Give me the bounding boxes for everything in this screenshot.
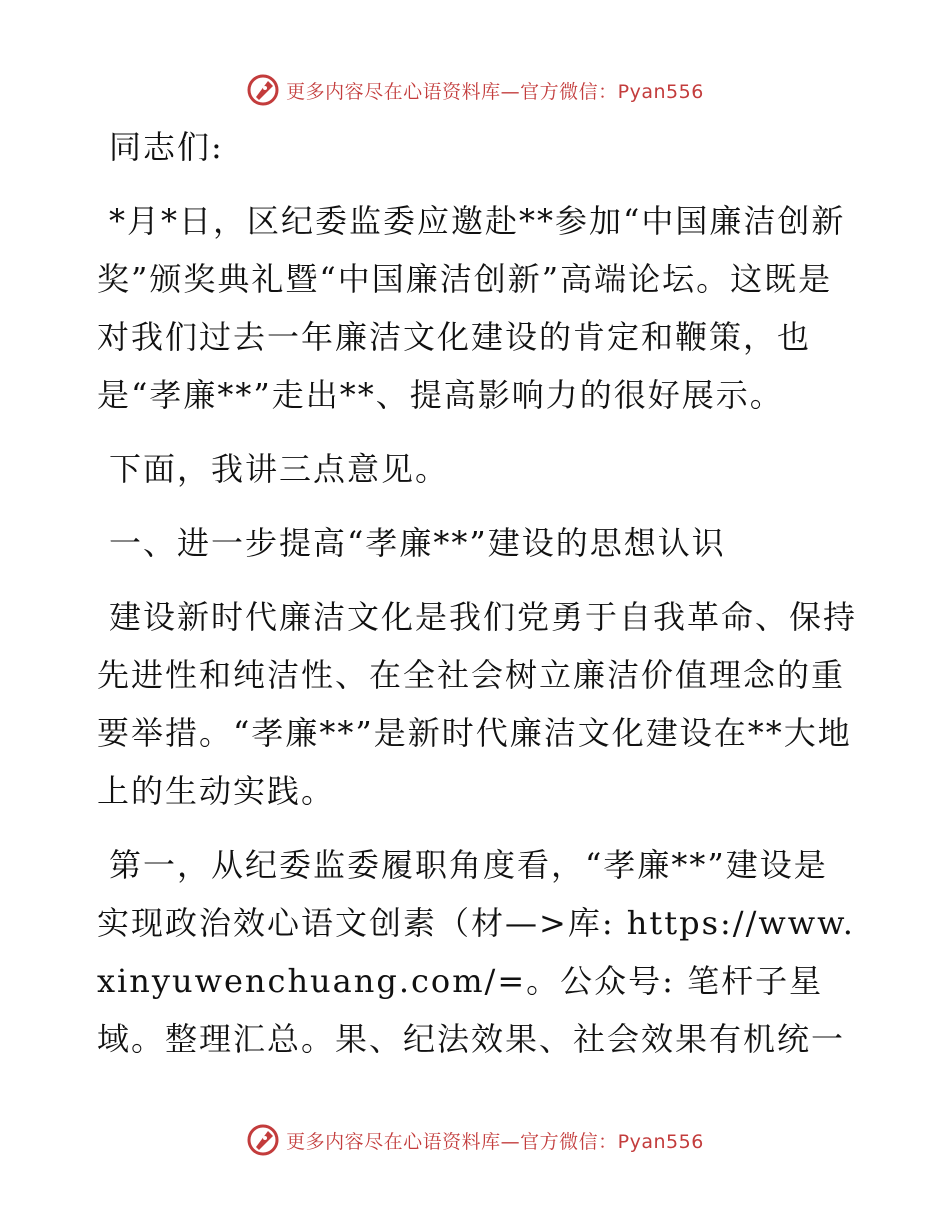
pen-nib-logo-icon	[246, 73, 280, 107]
paragraph-outline: 下面，我讲三点意见。	[109, 450, 450, 488]
watermark-text: 更多内容尽在心语资料库—官方微信：Pyan556	[286, 1130, 704, 1153]
paragraph-intro: *月*日，区纪委监委应邀赴**参加“中国廉洁创新奖”颁奖典礼暨“中国廉洁创新”高端论坛。这既是对我们过去一年廉洁文化建设的肯定和鞭策，也是“孝廉**”走出**、提高影响力的很好展示。	[97, 202, 846, 414]
section-heading-1: 一、进一步提高“孝廉**”建设的思想认识	[109, 524, 726, 562]
paragraph-section-1: 建设新时代廉洁文化是我们党勇于自我革命、保持先进性和纯洁性、在全社会树立廉洁价值理念的重要举措。“孝廉**”是新时代廉洁文化建设在**大地上的生动实践。	[97, 598, 858, 810]
document-body	[97, 118, 857, 1084]
watermark-footer	[0, 1120, 950, 1160]
watermark-header	[0, 70, 950, 110]
watermark-text: 更多内容尽在心语资料库—官方微信：Pyan556	[286, 80, 704, 103]
salutation: 同志们:	[109, 128, 224, 166]
paragraph-point-1: 第一，从纪委监委履职角度看，“孝廉**”建设是实现政治效心语文创素（材—>库: https://www.xinyuwenchuang.com/=。公众号: 笔杆子星域。整理汇总。果、纪法效果、社会效果有机统一	[97, 846, 855, 1058]
pen-nib-logo-icon	[246, 1123, 280, 1157]
